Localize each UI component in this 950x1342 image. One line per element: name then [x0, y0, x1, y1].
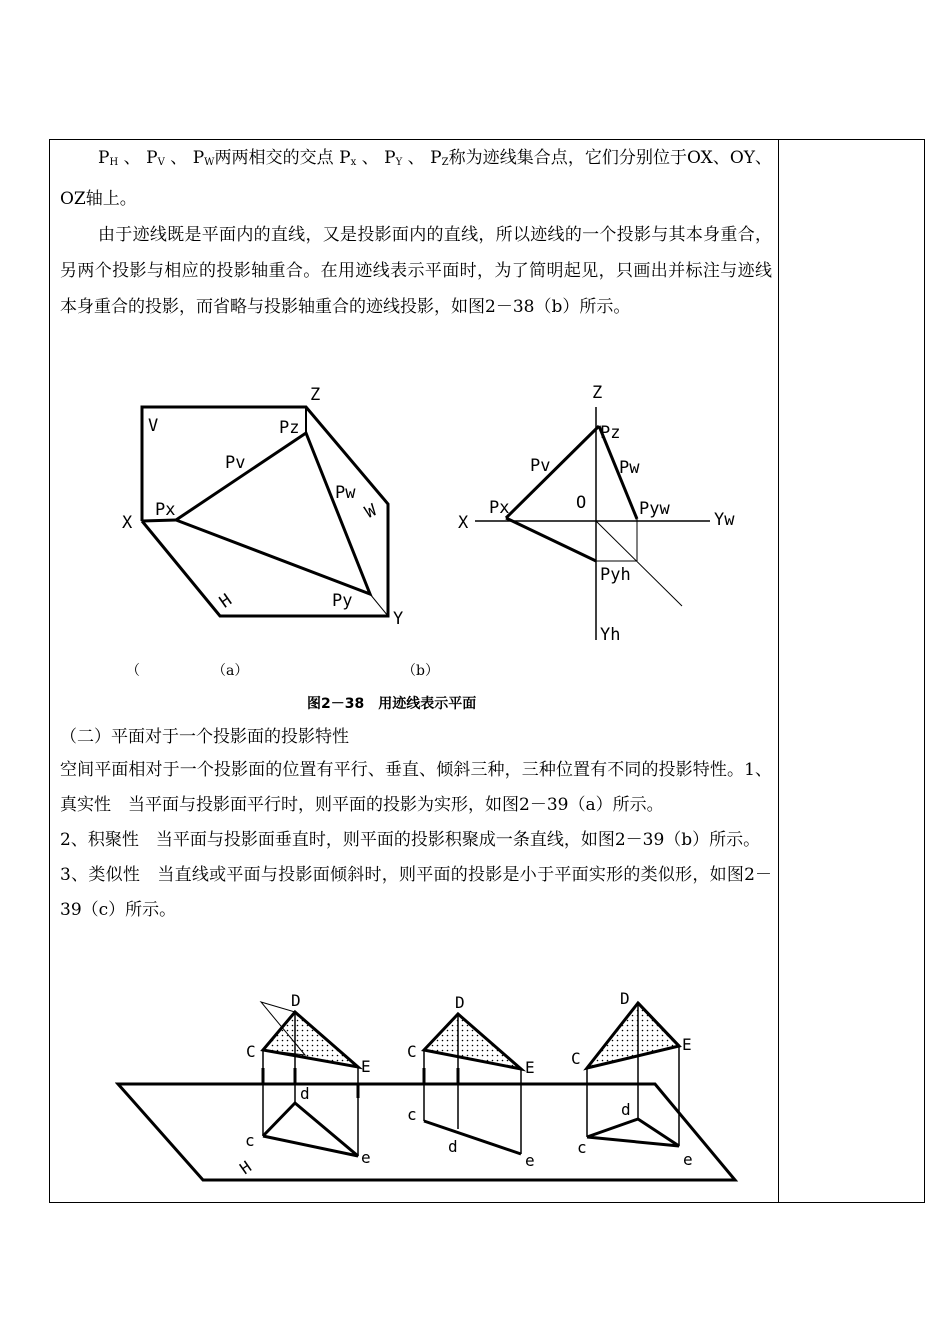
p-w: P [192, 148, 205, 168]
p-w-sub: W [204, 157, 215, 168]
figure-2-38 [120, 378, 770, 663]
p-z-sub: Z [441, 157, 449, 168]
trace-ph [506, 518, 596, 561]
figure-2-39 [115, 988, 755, 1204]
label-d: d [448, 1137, 458, 1156]
label-Yw: Yw [714, 510, 735, 530]
label-C: C [246, 1042, 256, 1061]
label-Pw: Pw [335, 483, 356, 503]
label-Y: Y [393, 609, 404, 629]
sep: 、 [123, 148, 141, 168]
arc-45 [596, 521, 682, 606]
paragraph-true-shape: 空间平面相对于一个投影面的位置有平行、垂直、倾斜三种，三种位置有不同的投影特性。1、真实性 当平面与投影面平行时，则平面的投影为实形，如图2－39（a）所示。 [60, 760, 772, 815]
label-Pv: Pv [530, 456, 551, 476]
label-D: D [620, 989, 630, 1008]
label-Px: Px [155, 500, 176, 520]
figure-39c [587, 1003, 679, 1146]
label-C: C [571, 1049, 581, 1068]
figure-38a-labels [122, 385, 403, 629]
p-h: P [98, 148, 110, 168]
column-divider [778, 140, 779, 1202]
ox-axis [142, 520, 176, 521]
p-z: P [430, 148, 442, 168]
p-y: P [384, 148, 396, 168]
label-c: c [577, 1138, 587, 1157]
p-v-sub: V [157, 157, 165, 168]
label-Py: Py [332, 591, 353, 611]
paragraph-trace-projection: 由于迹线既是平面内的直线，又是投影面内的直线，所以迹线的一个投影与其本身重合，另两个投影与相应的投影轴重合。在用迹线表示平面时，为了简明起见，只画出并标注与迹线本身重合的投影，而省略与投影轴重合的迹线投影，如图2－38（b）所示。 [60, 225, 772, 317]
label-Z: Z [592, 383, 603, 403]
paragraph-similarity: 3、类似性 当直线或平面与投影面倾斜时，则平面的投影是小于平面实形的类似形，如图2－39（c）所示。 [60, 865, 772, 920]
label-Pyh: Pyh [600, 565, 631, 585]
label-X: X [122, 513, 133, 533]
label-W: W [361, 500, 380, 523]
label-e: e [683, 1150, 693, 1169]
label-e: e [525, 1151, 535, 1170]
figure-38-label-a: （a） [212, 663, 249, 679]
label-E: E [361, 1057, 371, 1076]
figure-38-open-paren: （ [126, 663, 140, 679]
label-c: c [407, 1105, 417, 1124]
figure-39b-labels [407, 993, 535, 1170]
label-V: V [148, 416, 159, 436]
p-v: P [146, 148, 158, 168]
label-Pv: Pv [225, 453, 246, 473]
label-E: E [682, 1035, 692, 1054]
frame-outline [142, 407, 388, 616]
label-Pw: Pw [619, 458, 640, 478]
label-H: H [215, 590, 236, 613]
paragraph-accumulation: 2、积聚性 当平面与投影面垂直时，则平面的投影积聚成一条直线，如图2－39（b）所示。 [60, 830, 761, 850]
page-table [49, 139, 925, 1203]
label-c: c [245, 1131, 255, 1150]
label-E: E [525, 1058, 535, 1077]
figure-38a [142, 407, 388, 616]
oy-axis [370, 594, 388, 616]
section-heading: （二）平面对于一个投影面的投影特性 [60, 727, 349, 747]
text-mid: 两两相交的交点 [214, 148, 334, 168]
label-e: e [361, 1148, 371, 1167]
label-Pyw: Pyw [639, 499, 670, 519]
main-content [60, 140, 772, 325]
label-d: d [300, 1084, 310, 1103]
label-X: X [458, 513, 469, 533]
paragraph-trace-points [60, 140, 772, 217]
plane-H [118, 1084, 735, 1180]
label-Pz: Pz [279, 418, 300, 438]
label-H: H [236, 1157, 255, 1179]
trace-triangle [176, 433, 370, 594]
label-D: D [291, 991, 301, 1010]
label-Z: Z [310, 385, 321, 405]
label-C: C [407, 1042, 417, 1061]
sep: 、 [407, 148, 425, 168]
label-Pz: Pz [600, 423, 621, 443]
p-h-sub: H [109, 157, 119, 168]
figure-38-label-b: （b） [402, 663, 439, 679]
p-y-sub: Y [395, 157, 403, 168]
sep: 、 [361, 148, 379, 168]
figure-38b [475, 407, 710, 640]
label-D: D [455, 993, 465, 1012]
label-d: d [621, 1100, 631, 1119]
label-Yh: Yh [600, 625, 621, 645]
label-O: O [576, 493, 587, 513]
section-two [60, 721, 772, 928]
p-x: P [339, 148, 351, 168]
figure-38-caption: 图2－38 用迹线表示平面 [307, 696, 477, 712]
label-Px: Px [489, 498, 510, 518]
text-tail: 称为迹线集合点，它们分别位于OX、OY、OZ轴上。 [60, 148, 773, 209]
sep: 、 [170, 148, 188, 168]
figure-39a [261, 1002, 358, 1156]
p-x-sub: x [350, 157, 357, 168]
